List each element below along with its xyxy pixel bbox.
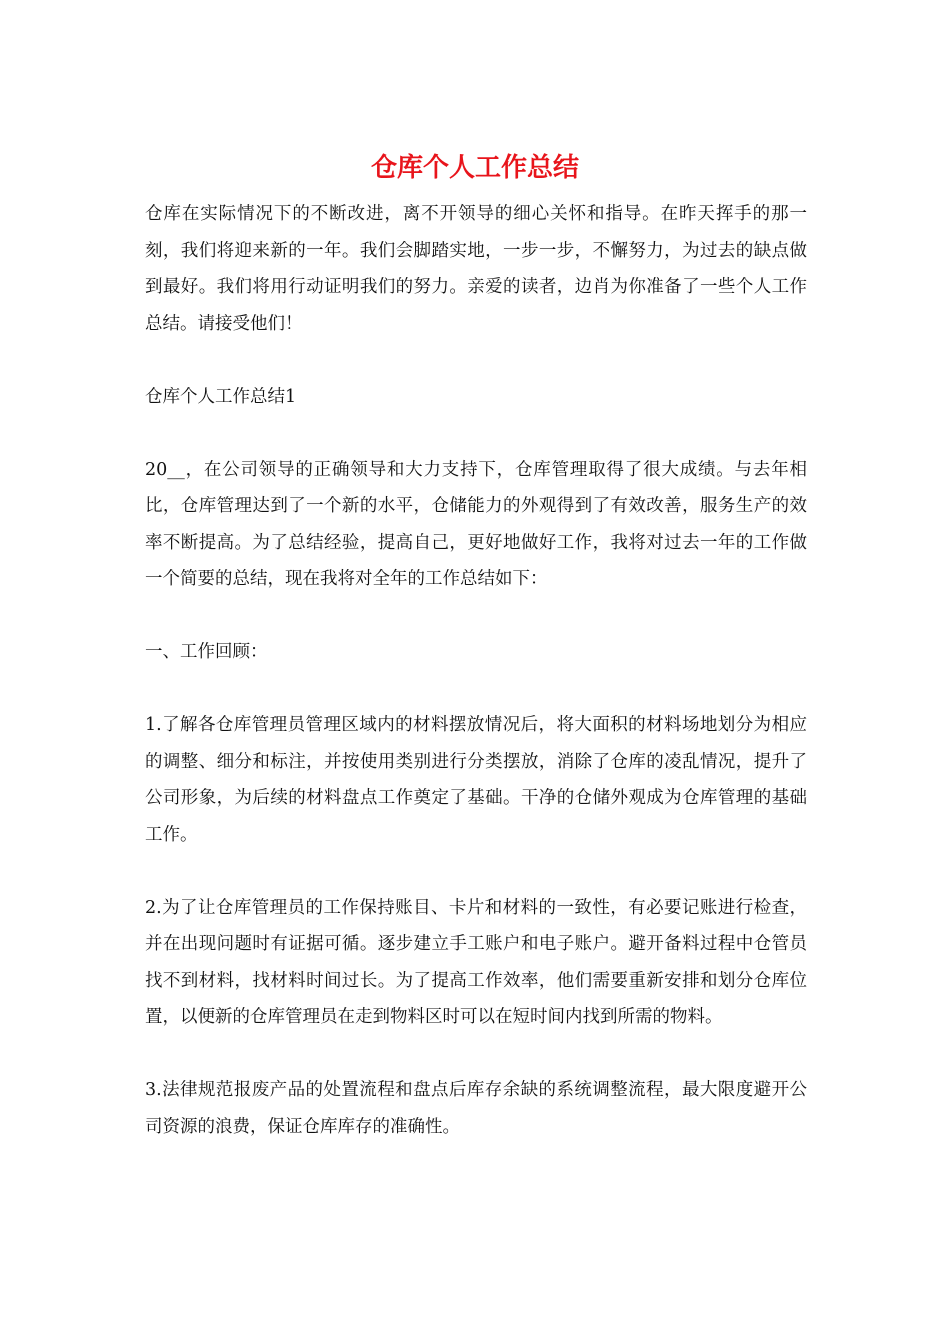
document-title: 仓库个人工作总结	[370, 153, 579, 183]
intro-paragraph: 仓库在实际情况下的不断改进，离不开领导的细心关怀和指导。在昨天挥手的那一刻，我们将迎来新的一年。我们会脚踏实地，一步一步，不懈努力，为过去的缺点做到最好。我们将用行动证明我们的努力。亲爱的读者，边肖为你准备了一些个人工作总结。请接受他们！	[145, 204, 807, 334]
review-heading: 一、工作回顾：	[145, 642, 268, 662]
document-body	[145, 196, 807, 1145]
summary-paragraph: 20__，在公司领导的正确领导和大力支持下，仓库管理取得了很大成绩。与去年相比，仓库管理达到了一个新的水平，仓储能力的外观得到了有效改善，服务生产的效率不断提高。为了总结经验，提高自己，更好地做好工作，我将对过去一年的工作做一个简要的总结，现在我将对全年的工作总结如下：	[145, 459, 807, 589]
list-item: 3.法律规范报废产品的处置流程和盘点后库存余缺的系统调整流程，最大限度避开公司资源的浪费，保证仓库库存的准确性。	[145, 1080, 807, 1137]
list-item: 1.了解各仓库管理员管理区域内的材料摆放情况后，将大面积的材料场地划分为相应的调整、细分和标注，并按使用类别进行分类摆放，消除了仓库的凌乱情况，提升了公司形象，为后续的材料盘点工作奠定了基础。干净的仓储外观成为仓库管理的基础工作。	[145, 715, 807, 845]
section-heading: 仓库个人工作总结1	[145, 386, 297, 407]
list-item: 2.为了让仓库管理员的工作保持账目、卡片和材料的一致性，有必要记账进行检查，并在出现问题时有证据可循。逐步建立手工账户和电子账户。避开备料过程中仓管员找不到材料，找材料时间过长。为了提高工作效率，他们需要重新安排和划分仓库位置，以便新的仓库管理员在走到物料区时可以在短时间内找到所需的物料。	[145, 897, 807, 1027]
